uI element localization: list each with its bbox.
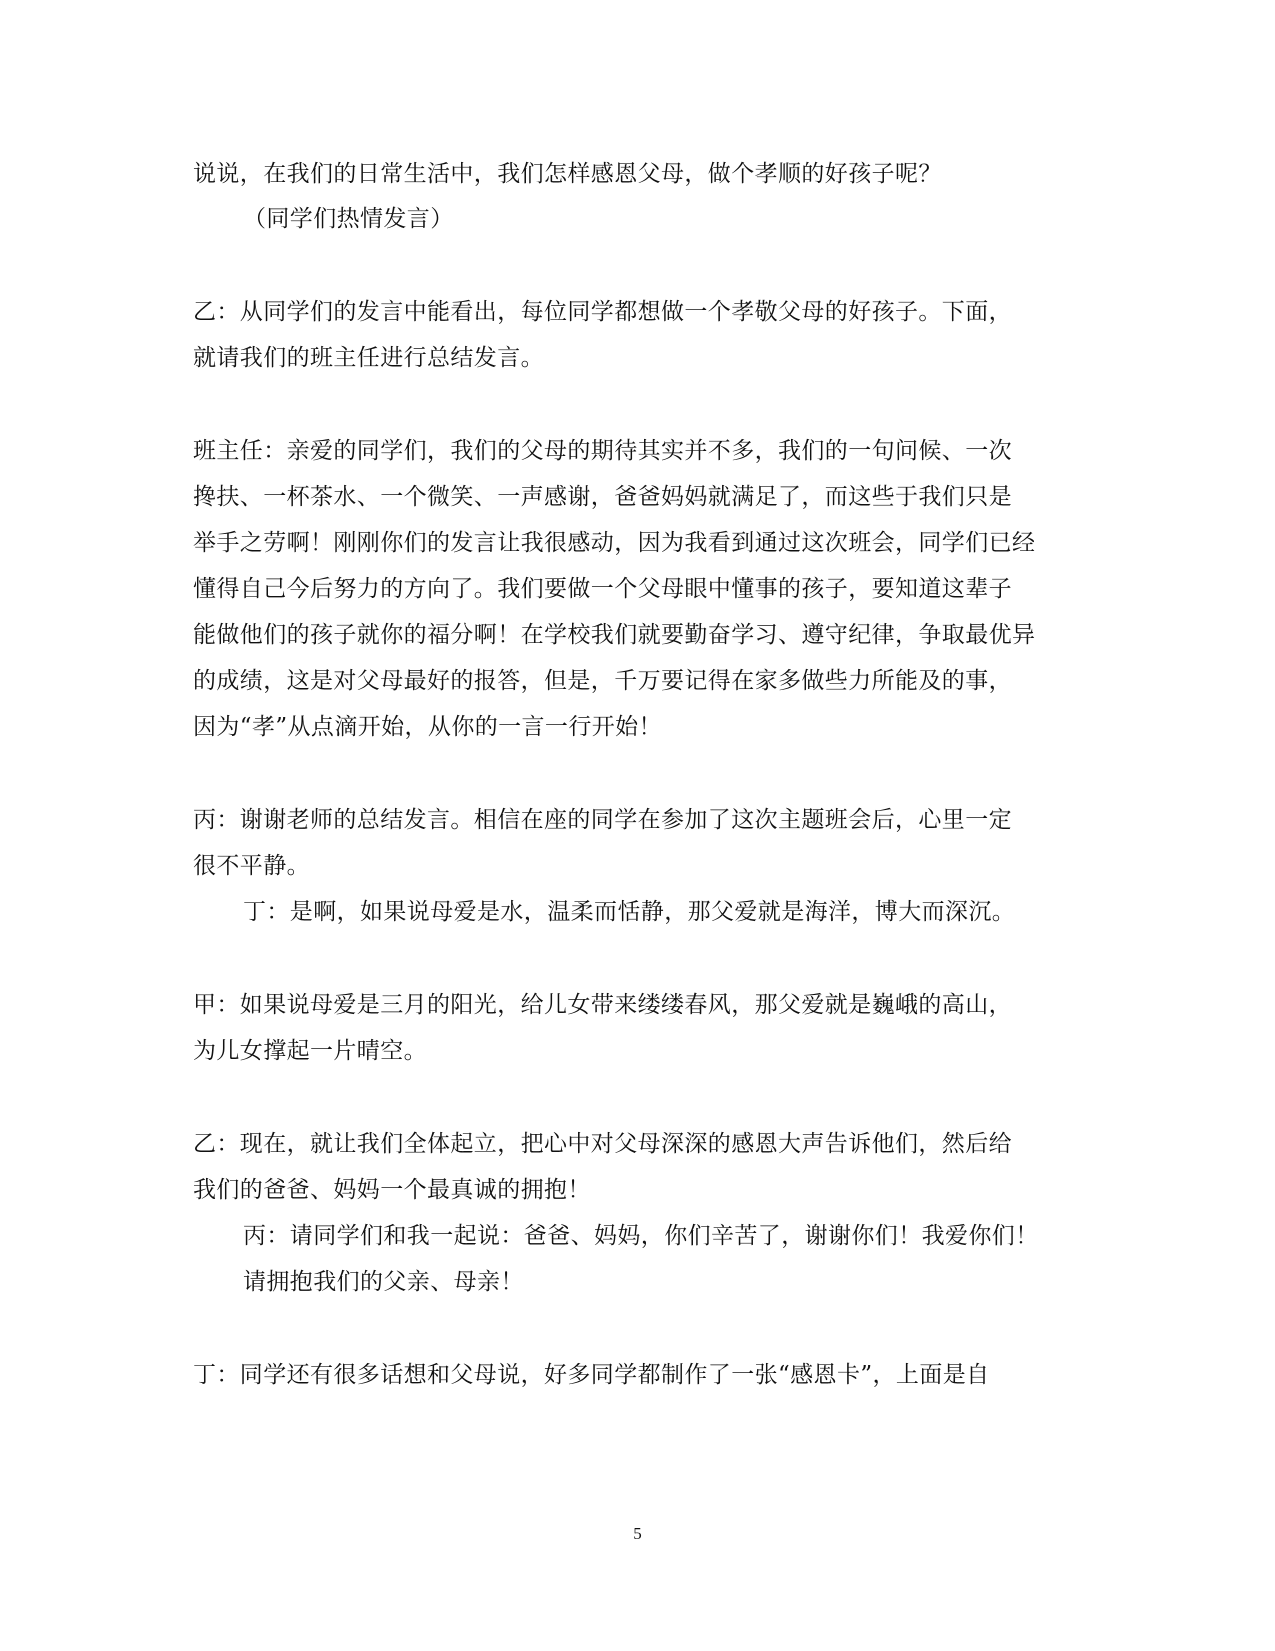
text-line: 的成绩，这是对父母最好的报答，但是，千万要记得在家多做些力所能及的事，: [193, 668, 1012, 694]
text-line: 丁：是啊，如果说母爱是水，温柔而恬静，那父爱就是海洋，博大而深沉。: [243, 899, 1016, 925]
text-line: 乙：现在，就让我们全体起立，把心中对父母深深的感恩大声告诉他们，然后给: [193, 1131, 1012, 1157]
text-line: （同学们热情发言）: [243, 206, 454, 232]
text-line: 丁：同学还有很多话想和父母说，好多同学都制作了一张“感恩卡”，上面是自: [193, 1362, 990, 1388]
page-number: 5: [633, 1524, 642, 1543]
text-line: 能做他们的孩子就你的福分啊！在学校我们就要勤奋学习、遵守纪律，争取最优异: [193, 622, 1036, 648]
text-line: 举手之劳啊！刚刚你们的发言让我很感动，因为我看到通过这次班会，同学们已经: [193, 530, 1036, 556]
text-line: 丙：请同学们和我一起说：爸爸、妈妈，你们辛苦了，谢谢你们！我爱你们！: [243, 1223, 1039, 1249]
text-line: 就请我们的班主任进行总结发言。: [193, 345, 544, 371]
text-line: 为儿女撑起一片晴空。: [193, 1038, 427, 1064]
text-line: 班主任：亲爱的同学们，我们的父母的期待其实并不多，我们的一句问候、一次: [193, 438, 1012, 464]
text-line: 乙：从同学们的发言中能看出，每位同学都想做一个孝敬父母的好孩子。下面，: [193, 299, 1012, 325]
text-line: 丙：谢谢老师的总结发言。相信在座的同学在参加了这次主题班会后，心里一定: [193, 807, 1012, 833]
text-line: 因为“孝”从点滴开始，从你的一言一行开始！: [193, 714, 662, 740]
text-line: 很不平静。: [193, 853, 310, 879]
text-line: 请拥抱我们的父亲、母亲！: [243, 1269, 524, 1295]
text-line: 甲：如果说母爱是三月的阳光，给儿女带来缕缕春风，那父爱就是巍峨的高山，: [193, 992, 1012, 1018]
text-line: 懂得自己今后努力的方向了。我们要做一个父母眼中懂事的孩子，要知道这辈子: [193, 576, 1012, 602]
text-line: 搀扶、一杯茶水、一个微笑、一声感谢，爸爸妈妈就满足了，而这些于我们只是: [193, 484, 1012, 510]
text-line: 我们的爸爸、妈妈一个最真诚的拥抱！: [193, 1177, 591, 1203]
text-line: 说说，在我们的日常生活中，我们怎样感恩父母，做个孝顺的好孩子呢？: [193, 161, 942, 187]
